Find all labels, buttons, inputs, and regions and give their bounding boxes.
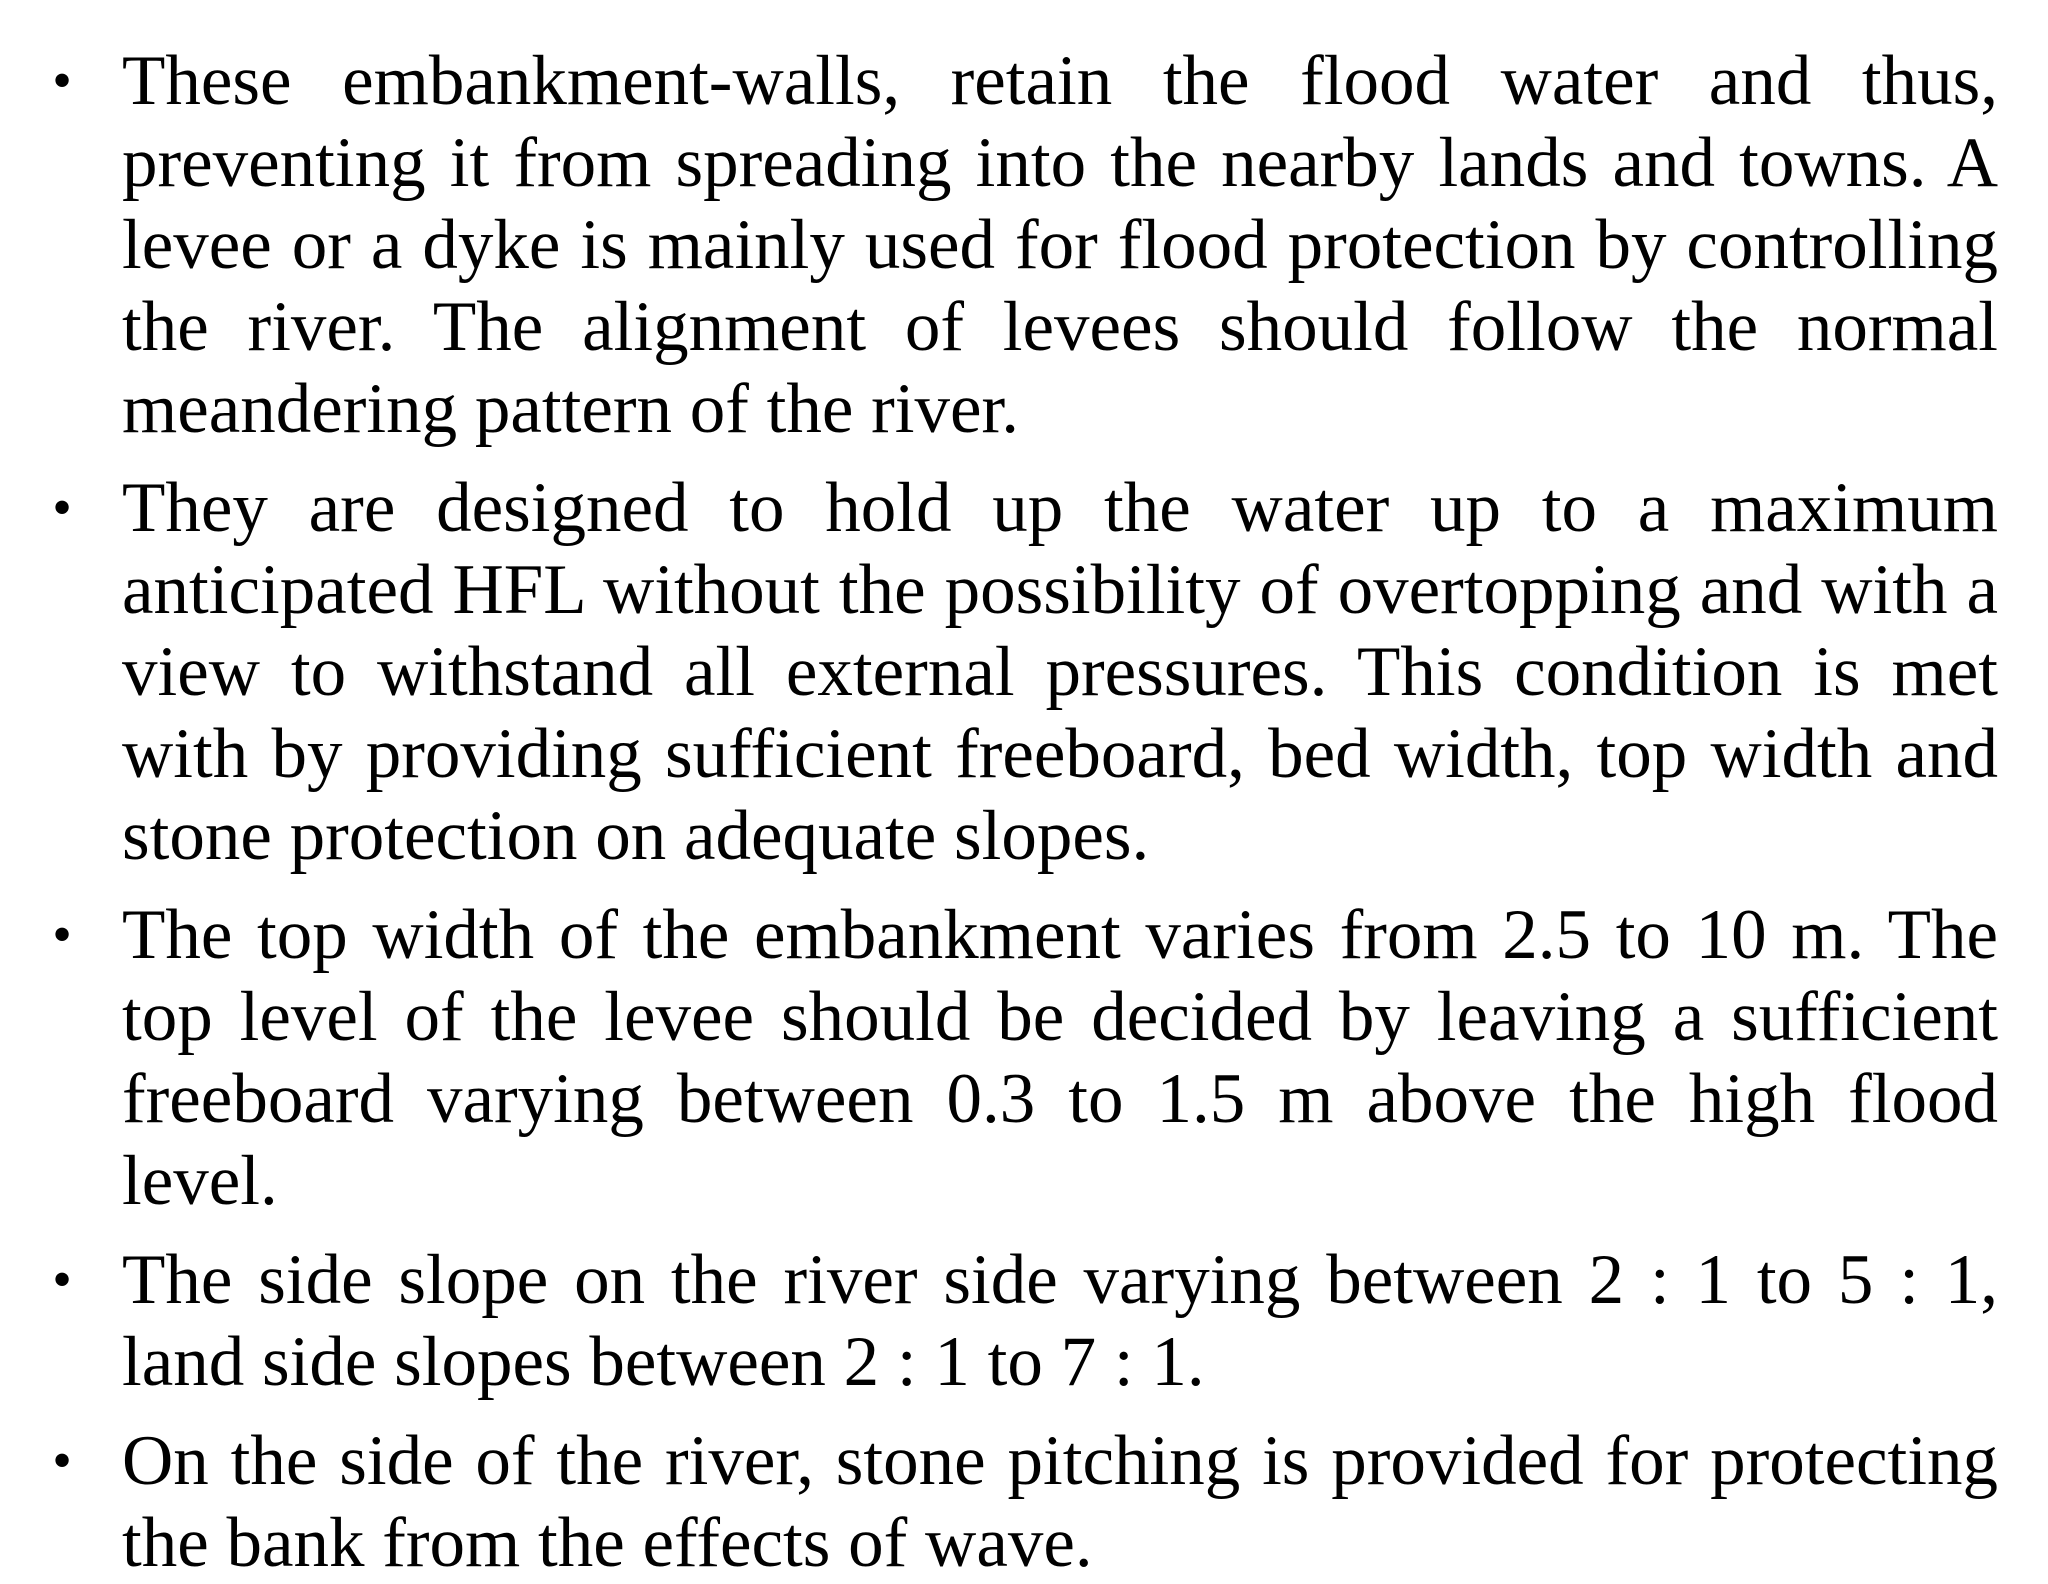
bullet-text: These embankment-walls, retain the flood water and thus, preventing it from spreading into the nearby lands and towns. A levee or a dyke is mainly used for flood protection by controlling the river. The alignment of levees should follow the normal meandering pattern of the river. [122,42,1998,448]
bullet-text: The top width of the embankment varies from 2.5 to 10 m. The top level of the levee should be decided by leaving a sufficient freeboard varying between 0.3 to 1.5 m above the high flood level. [122,896,1998,1220]
bullet-marker: • [52,50,72,112]
bullet-item [52,40,1998,450]
bullet-item [52,894,1998,1222]
bullet-marker: • [52,1430,72,1492]
bullet-item [52,1420,1998,1584]
bullet-item [52,467,1998,877]
bullet-marker: • [52,477,72,539]
bullet-text: On the side of the river, stone pitching is provided for protecting the bank from the effects of wave. [122,1422,1998,1582]
bullet-marker: • [52,904,72,966]
bullet-list [52,40,1998,1584]
bullet-text: They are designed to hold up the water up to a maximum anticipated HFL without the possibility of overtopping and with a view to withstand all external pressures. This condition is met with by providing sufficient freeboard, bed width, top width and stone protection on adequate slopes. [122,469,1998,875]
bullet-item [52,1239,1998,1403]
bullet-text: The side slope on the river side varying between 2 : 1 to 5 : 1, land side slopes between 2 : 1 to 7 : 1. [122,1241,1998,1401]
bullet-marker: • [52,1249,72,1311]
